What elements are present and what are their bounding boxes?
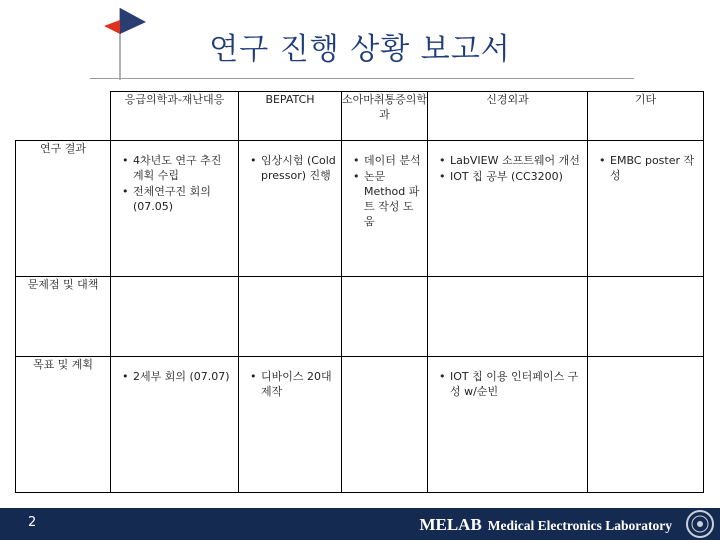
cell-problems-other	[588, 277, 704, 357]
col-header-other: 기타	[588, 92, 704, 141]
bullet-item: • 2세부 회의 (07.07)	[133, 369, 234, 384]
bullet-item: • IOT 칩 공부 (CC3200)	[450, 169, 583, 184]
bullet-item: • 디바이스 20대 제작	[261, 369, 337, 399]
cell-results-emergency	[111, 141, 239, 277]
title-divider	[90, 78, 634, 79]
cell-goals-emergency	[111, 357, 239, 493]
page-title: 연구 진행 상황 보고서	[209, 32, 511, 67]
bullet-item: • IOT 칩 이용 인터페이스 구성 w/순빈	[450, 369, 583, 399]
col-header-neurosurgery: 신경외과	[428, 92, 588, 141]
row-label-goals: 목표 및 계획	[16, 357, 111, 493]
col-header-bepatch: BEPATCH	[239, 92, 342, 141]
progress-table	[15, 91, 704, 493]
flag-red-shape	[104, 20, 120, 34]
col-header-pediatric-anesthesia: 소아마취통증의학과	[342, 92, 428, 141]
lab-brand-sub: Medical Electronics Laboratory	[487, 518, 672, 533]
cell-problems-pediatric-anesthesia	[342, 277, 428, 357]
header-row	[16, 92, 704, 141]
row-problems	[16, 277, 704, 357]
cell-results-other	[588, 141, 704, 277]
cell-problems-emergency	[111, 277, 239, 357]
footer-bar	[0, 508, 720, 540]
row-results	[16, 141, 704, 277]
row-goals	[16, 357, 704, 493]
bullet-item: • 논문 Method 파트 작성 도움	[364, 169, 423, 229]
page-number: 2	[28, 515, 37, 530]
bullet-item: • 데이터 분석	[364, 153, 423, 168]
cell-goals-pediatric-anesthesia	[342, 357, 428, 493]
lab-brand	[419, 515, 672, 535]
cell-results-neurosurgery	[428, 141, 588, 277]
header-corner	[16, 92, 111, 141]
seal-center	[697, 521, 703, 527]
cell-results-bepatch	[239, 141, 342, 277]
row-label-results: 연구 결과	[16, 141, 111, 277]
row-label-problems: 문제점 및 대책	[16, 277, 111, 357]
cell-problems-neurosurgery	[428, 277, 588, 357]
bullet-item: • 전체연구진 회의 (07.05)	[133, 184, 234, 214]
cell-goals-other	[588, 357, 704, 493]
bullet-item: • 임상시험 (Cold pressor) 진행	[261, 153, 337, 183]
cell-goals-neurosurgery	[428, 357, 588, 493]
lab-brand-main: MELAB	[419, 515, 482, 534]
bullet-item: • LabVIEW 소프트웨어 개선	[450, 153, 583, 168]
cell-results-pediatric-anesthesia	[342, 141, 428, 277]
university-seal-icon	[684, 509, 716, 539]
col-header-emergency: 응급의학과-재난대응	[111, 92, 239, 141]
bullet-item: • EMBC poster 작성	[610, 153, 699, 183]
cell-goals-bepatch	[239, 357, 342, 493]
cell-problems-bepatch	[239, 277, 342, 357]
bullet-item: • 4차년도 연구 추진 계획 수립	[133, 153, 234, 183]
